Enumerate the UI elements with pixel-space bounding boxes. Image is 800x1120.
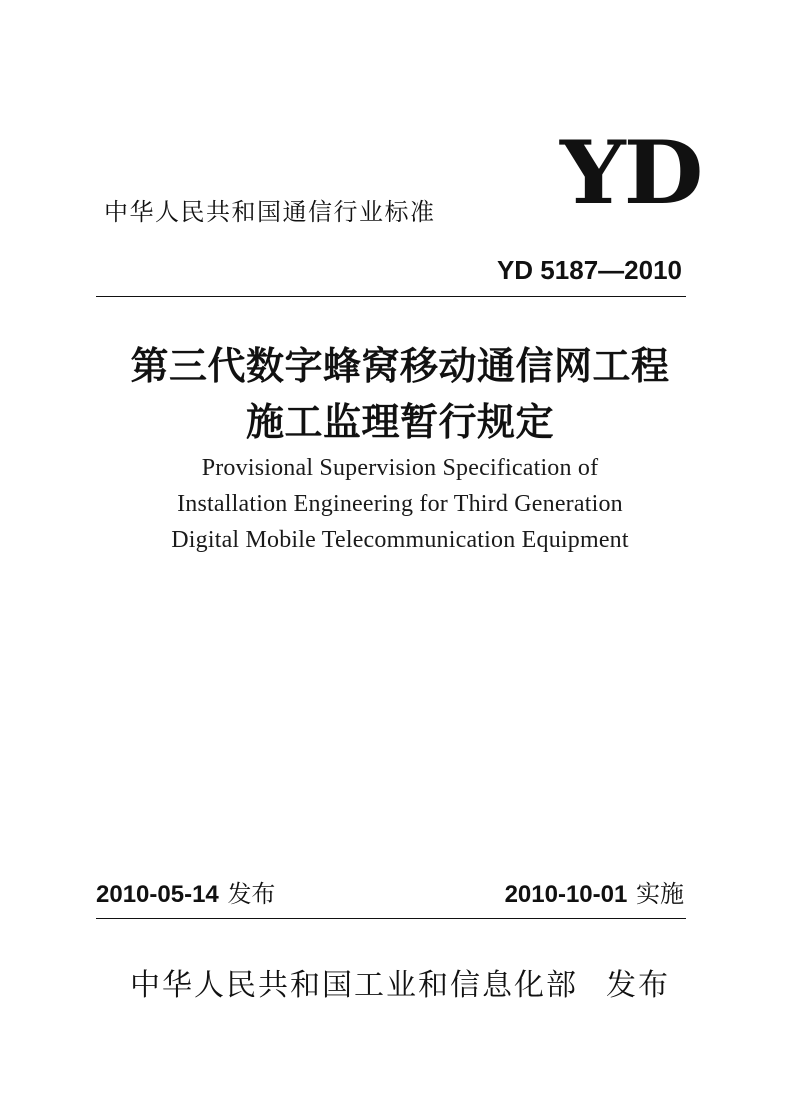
standard-category: 中华人民共和国通信行业标准 [104,198,436,226]
title-english [60,450,740,558]
title-english-line: Installation Engineering for Third Generation [177,491,623,517]
issue-date [96,874,275,915]
title-english-line: Digital Mobile Telecommunication Equipment [171,527,629,553]
title-chinese-line: 第三代数字蜂窝移动通信网工程 [130,343,670,388]
standard-number: YD 5187—2010 [496,255,682,285]
effective-date-value: 2010-10-01 [504,881,628,908]
yd-logo: YD [560,121,702,225]
effective-date-label: 实施 [636,880,684,908]
issue-date-label: 发布 [227,880,276,908]
effective-date [505,874,684,915]
top-divider [96,296,686,297]
issue-date-value: 2010-05-14 [96,881,219,908]
publisher [130,962,670,1010]
title-chinese-line: 施工监理暂行规定 [245,399,554,444]
title-chinese [60,338,740,450]
title-english-line: Provisional Supervision Specification of [201,455,599,481]
publisher-action: 发布 [606,968,670,1003]
publisher-name: 中华人民共和国工业和信息化部 [130,968,578,1003]
bottom-divider [96,918,686,919]
